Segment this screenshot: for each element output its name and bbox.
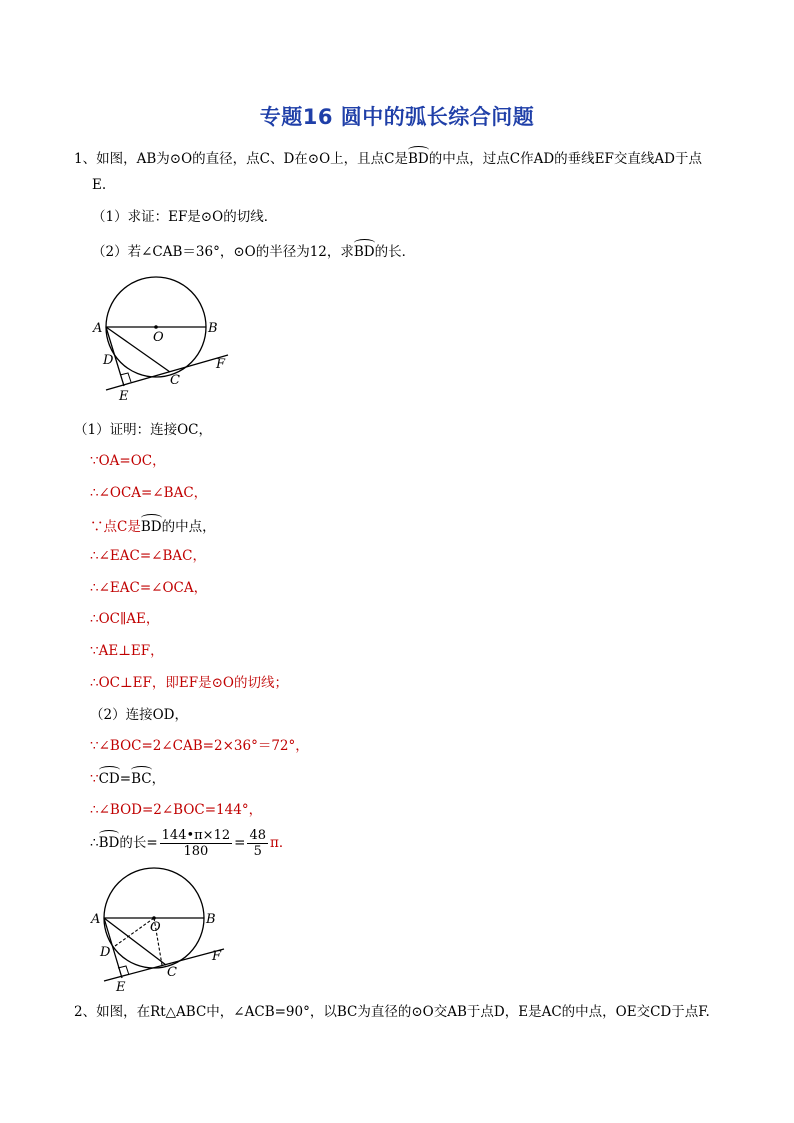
sub2-text-post: 的长．	[374, 244, 416, 260]
s4-post: 的中点，	[161, 519, 216, 535]
sub2-text-pre: （2）若∠CAB＝36°，⊙O的半径为12，求	[92, 244, 354, 260]
label-d: D	[103, 353, 114, 368]
page-title: 专题16 圆中的弧长综合问题	[259, 105, 535, 129]
fraction-1-denominator: 180	[183, 844, 209, 859]
label-f: F	[216, 357, 226, 372]
center-point	[154, 325, 158, 329]
label-a: A	[91, 912, 101, 927]
arc-bd: BD	[408, 146, 429, 168]
label-c: C	[167, 965, 177, 980]
label-a: A	[93, 321, 103, 336]
solution-line: （2）连接OD，	[90, 707, 188, 723]
arc-bd: BD	[354, 239, 375, 261]
label-f: F	[212, 949, 222, 964]
s12-pre: ∵	[90, 771, 99, 787]
arc-bc: BC	[131, 766, 152, 788]
solution-line: ∴OC⊥EF，即EF是⊙O的切线；	[90, 675, 289, 691]
question-1-line2: E.	[92, 177, 107, 193]
arc-bd: BD	[141, 514, 162, 536]
solution-line: ∴∠BOD=2∠BOC=144°，	[90, 802, 263, 818]
q1-text-pre: 1、如图，AB为⊙O的直径，点C、D在⊙O上，且点C是	[74, 151, 408, 167]
s14-mid: 的长=	[119, 835, 158, 851]
fraction-2-denominator: 5	[253, 844, 262, 859]
solution-line	[90, 828, 292, 859]
geometry-figure-1	[90, 272, 240, 404]
label-d: D	[100, 945, 111, 960]
label-o: O	[150, 920, 161, 935]
arc-cd: CD	[99, 766, 120, 788]
s14-pre: ∴	[90, 835, 99, 851]
question-1-sub2	[92, 239, 415, 261]
label-c: C	[170, 373, 180, 388]
fraction-1-numerator: 144•π×12	[161, 828, 231, 843]
tangent-ef	[106, 355, 228, 390]
solution-line: ∴∠EAC=∠BAC，	[90, 548, 206, 564]
label-b: B	[206, 912, 216, 927]
solution-line	[90, 514, 216, 536]
question-1-sub1: （1）求证：EF是⊙O的切线．	[92, 209, 278, 225]
solution-line: ∵∠BOC=2∠CAB=2×36°＝72°，	[90, 738, 309, 754]
solution-line: （1）证明：连接OC，	[74, 422, 212, 438]
s4-pre: ∵点C是	[90, 519, 141, 535]
question-2-line1: 2、如图，在Rt△ABC中，∠ACB=90°，以BC为直径的⊙O交AB于点D，E是AC的中点，OE交CD于点F.	[74, 1004, 710, 1020]
q1-text-post: 的中点，过点C作AD的垂线EF交直线AD于点	[428, 151, 702, 167]
solution-line: ∵OA=OC，	[90, 453, 166, 469]
fraction-2-numerator: 48	[249, 828, 266, 843]
fraction-2	[247, 828, 268, 859]
solution-line: ∵AE⊥EF，	[90, 643, 164, 659]
label-e: E	[116, 980, 126, 995]
s14-eq: =	[234, 835, 246, 851]
label-e: E	[119, 389, 129, 404]
solution-line: ∴∠EAC=∠OCA，	[90, 580, 208, 596]
arc-bd: BD	[99, 830, 120, 852]
s12-post: ，	[151, 771, 166, 787]
label-o: O	[153, 330, 164, 345]
solution-line: ∴OC∥AE，	[90, 611, 160, 627]
s14-post: π．	[269, 835, 293, 851]
solution-line: ∴∠OCA=∠BAC，	[90, 485, 208, 501]
question-1-line1	[74, 146, 702, 168]
fraction-1	[160, 828, 232, 859]
label-b: B	[208, 321, 218, 336]
s12-eq: =	[119, 771, 132, 787]
tangent-ef	[104, 949, 224, 981]
geometry-figure-2	[86, 864, 236, 996]
solution-line	[90, 766, 165, 788]
